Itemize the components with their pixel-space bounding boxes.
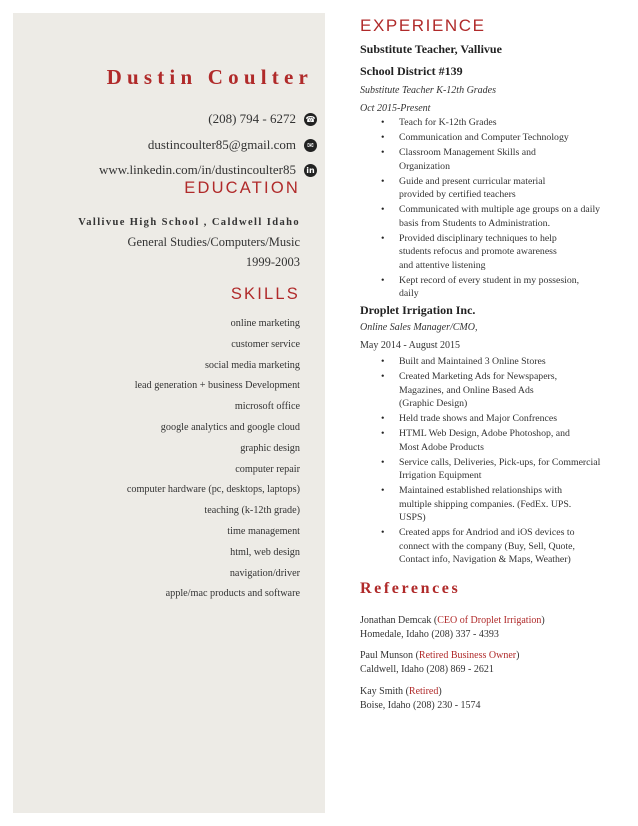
skill-item: microsoft office — [234, 401, 300, 413]
skill-item: online marketing — [230, 318, 300, 329]
bullet-line: • Created apps for Andriod and iOS devices to — [399, 527, 575, 538]
references-title: References — [360, 580, 461, 597]
skill-item: lead generation + business Development — [134, 380, 300, 392]
job-1-title-line2: School District #139 — [360, 64, 463, 78]
bullet-line: USPS) — [399, 512, 426, 523]
bullet-line: • HTML Web Design, Adobe Photoshop, and — [399, 428, 570, 439]
bullet-line: • Teach for K-12th Grades — [399, 117, 497, 128]
bullet-item — [360, 427, 625, 454]
bullet-item — [360, 355, 625, 369]
bullet-line: • Communicated with multiple age groups on a daily — [399, 204, 601, 215]
bullet-line: daily — [399, 288, 419, 299]
bullet-item — [360, 203, 625, 230]
job-2-bullets — [360, 355, 625, 568]
contact-linkedin[interactable] — [99, 162, 317, 178]
job-1-title-line1: Substitute Teacher, Vallivue — [360, 42, 502, 56]
phone-icon: ☎ — [305, 114, 316, 124]
bullet-line: • Held trade shows and Major Confrences — [399, 413, 558, 424]
bullet-line: basis from Students to Administration. — [399, 217, 551, 229]
bullet-line: multiple shipping companies. (FedEx. UPS. — [399, 498, 572, 510]
bullet-item — [360, 484, 625, 525]
reference-contact: Boise, Idaho (208) 230 - 1574 — [360, 700, 481, 711]
email-icon: ✉ — [304, 139, 317, 152]
skill-item: apple/mac products and software — [165, 588, 300, 600]
bullet-line: • Guide and present curricular material — [399, 175, 546, 187]
skills-title: SKILLS — [230, 285, 300, 303]
education-years: 1999-2003 — [245, 255, 300, 269]
contact-phone[interactable] — [208, 111, 317, 127]
job-2-title: Droplet Irrigation Inc. — [360, 303, 476, 317]
reference-role: Retired — [408, 686, 439, 697]
bullet-line: students refocus and promote awareness — [399, 246, 557, 257]
bullet-item — [360, 526, 625, 567]
reference-item: Paul Munson (Retired Business Owner) Caldwell, Idaho (208) 869 - 2621 — [360, 650, 520, 675]
experience-title: EXPERIENCE — [360, 16, 486, 35]
bullet-line: • Service calls, Deliveries, Pick-ups, for Commercial — [399, 456, 601, 468]
bullet-item — [360, 456, 625, 483]
skill-item: time management — [227, 525, 300, 537]
skill-item: social media marketing — [204, 359, 300, 371]
bullet-line: (Graphic Design) — [399, 398, 468, 409]
bullet-line: Most Adobe Products — [399, 441, 484, 453]
skill-item: google analytics and google cloud — [160, 421, 300, 433]
skill-item: computer hardware (pc, desktops, laptops) — [126, 484, 300, 496]
bullet-item — [360, 232, 625, 273]
bullet-line: Organization — [399, 160, 450, 172]
reference-role: Retired Business Owner — [418, 650, 517, 661]
skill-item: navigation/driver — [229, 567, 300, 579]
reference-name: Kay Smith — [360, 686, 404, 697]
skill-item: html, web design — [230, 546, 300, 558]
bullet-item — [360, 131, 625, 145]
bullet-line: Irrigation Equipment — [399, 470, 482, 481]
reference-contact: Homedale, Idaho (208) 337 - 4393 — [360, 629, 499, 640]
skill-item: customer service — [231, 338, 300, 350]
bullet-line: • Maintained established relationships with — [399, 485, 562, 496]
bullet-item — [360, 274, 625, 301]
bullet-line: • Communication and Computer Technology — [399, 132, 569, 143]
candidate-name: Dustin Coulter — [106, 65, 313, 89]
job-1-bullets — [360, 116, 625, 302]
reference-contact: Caldwell, Idaho (208) 869 - 2621 — [360, 664, 494, 675]
bullet-line: • Kept record of every student in my possesion, — [399, 274, 580, 286]
education-school: Vallivue High School , Caldwell Idaho — [78, 217, 300, 228]
linkedin-icon: in — [304, 164, 317, 177]
bullet-line: • Created Marketing Ads for Newspapers, — [399, 371, 558, 382]
reference-role: CEO of Droplet Irrigation — [437, 615, 542, 626]
bullet-line: • Classroom Management Skills and — [399, 147, 536, 158]
reference-name: Paul Munson — [360, 650, 414, 661]
linkedin-text: www.linkedin.com/in/dustincoulter85 — [98, 162, 296, 177]
bullet-line: Contact info, Navigation & Maps, Weather) — [399, 554, 571, 565]
bullet-item — [360, 116, 625, 130]
education-field: General Studies/Computers/Music — [127, 235, 300, 249]
job-2-date: May 2014 - August 2015 — [360, 340, 460, 351]
reference-item: Jonathan Demcak (CEO of Droplet Irrigation) Homedale, Idaho (208) 337 - 4393 — [360, 615, 545, 640]
education-title: EDUCATION — [184, 179, 300, 197]
skills-list — [127, 316, 300, 607]
email-text: dustincoulter85@gmail.com — [147, 137, 296, 152]
job-1-role: Substitute Teacher K-12th Grades — [360, 85, 497, 96]
skill-item: graphic design — [240, 442, 300, 454]
bullet-line: and attentive listening — [399, 259, 486, 271]
job-2-role: Online Sales Manager/CMO, — [360, 322, 478, 333]
skill-item: teaching (k-12th grade) — [204, 505, 300, 517]
bullet-line: • Built and Maintained 3 Online Stores — [399, 356, 546, 367]
bullet-line: provided by certified teachers — [399, 189, 516, 200]
contact-email[interactable] — [148, 137, 317, 153]
bullet-item — [360, 412, 625, 426]
phone-text: (208) 794 - 6272 — [208, 111, 296, 126]
job-1-date: Oct 2015-Present — [360, 103, 431, 114]
reference-item: Kay Smith (Retired) Boise, Idaho (208) 230 - 1574 — [360, 686, 481, 711]
bullet-item — [360, 370, 625, 411]
sidebar — [13, 13, 325, 813]
bullet-line: Magazines, and Online Based Ads — [399, 384, 534, 396]
bullet-line: • Provided disciplinary techniques to help — [399, 232, 557, 244]
bullet-line: connect with the company (Buy, Sell, Quote, — [399, 540, 575, 552]
bullet-item — [360, 175, 625, 202]
bullet-item — [360, 146, 625, 173]
reference-name: Jonathan Demcak — [360, 615, 432, 626]
skill-item: computer repair — [235, 463, 300, 475]
